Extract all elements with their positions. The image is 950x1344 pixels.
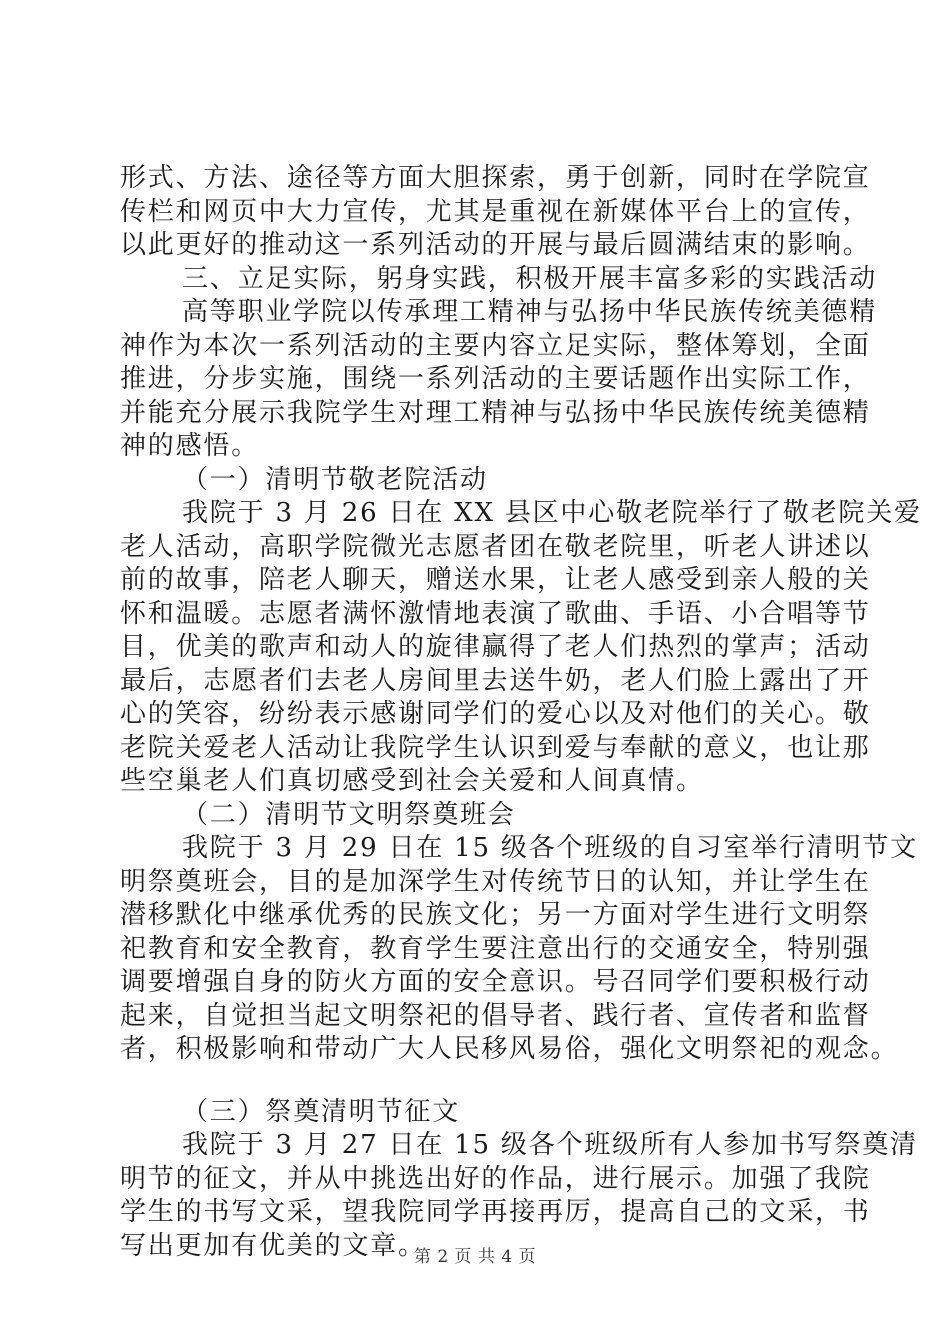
text-line: 我院于 3 月 26 日在 XX 县区中心敬老院举行了敬老院关爱 [182, 498, 922, 528]
text-line: 明节的征文，并从中挑选出好的作品，进行展示。加强了我院 [120, 1163, 871, 1194]
text-line: （二）清明节文明祭奠班会 [182, 799, 516, 830]
text-line: 形式、方法、途径等方面大胆探索，勇于创新，同时在学院宣 [120, 163, 871, 193]
text-line: 三、立足实际，躬身实践，积极开展丰富多彩的实践活动 [182, 263, 878, 294]
text-line: 学生的书写文采，望我院同学再接再厉，提高自己的文采，书 [120, 1197, 871, 1227]
text-line: 写出更加有优美的文章。 [120, 1230, 426, 1261]
paragraph [120, 263, 878, 297]
document-body [120, 162, 922, 1263]
text-line: （一）清明节敬老院活动 [182, 464, 488, 495]
paragraph [120, 162, 871, 263]
text-line: 我院于 3 月 27 日在 15 级各个班级所有人参加书写祭奠清 [182, 1130, 918, 1160]
text-line: 高等职业学院以传承理工精神与弘扬中华民族传统美德精 [182, 297, 878, 327]
paragraph [120, 799, 832, 833]
text-line: 老院关爱老人活动让我院学生认识到爱与奉献的意义，也让那 [120, 732, 871, 763]
text-line: 神作为本次一系列活动的主要内容立足实际，整体筹划，全面 [120, 330, 871, 361]
text-line: 潜移默化中继承优秀的民族文化；另一方面对学生进行文明祭 [120, 900, 871, 930]
text-line: 调要增强自身的防火方面的安全意识。号召同学们要积极行动 [120, 967, 871, 997]
text-line: 并能充分展示我院学生对理工精神与弘扬中华民族传统美德精 [120, 397, 871, 428]
text-line: 以此更好的推动这一系列活动的开展与最后圆满结束的影响。 [120, 230, 871, 260]
text-line: 起来，自觉担当起文明祭祀的倡导者、践行者、宣传者和监督 [120, 1000, 871, 1031]
paragraph [120, 464, 832, 498]
text-line: 传栏和网页中大力宣传，尤其是重视在新媒体平台上的宣传， [120, 196, 871, 227]
text-line: 目，优美的歌声和动人的旋律赢得了老人们热烈的掌声；活动 [120, 632, 871, 662]
paragraph-gap [120, 1067, 832, 1096]
paragraph [120, 497, 922, 799]
page-footer: 第 2 页 共 4 页 [413, 1247, 537, 1267]
paragraph [120, 1096, 832, 1130]
text-line: 前的故事，陪老人聊天，赠送水果，让老人感受到亲人般的关 [120, 565, 871, 595]
text-line: 老人活动，高职学院微光志愿者团在敬老院里，听老人讲述以 [120, 531, 871, 562]
text-line: （三）祭奠清明节征文 [182, 1096, 461, 1127]
text-line: 神的感悟。 [120, 431, 260, 461]
text-line: 我院于 3 月 29 日在 15 级各个班级的自习室举行清明节文 [182, 833, 918, 863]
text-line: 推进，分步实施，围绕一系列活动的主要话题作出实际工作， [120, 364, 871, 394]
paragraph [120, 296, 878, 464]
text-line: 些空巢老人们真切感受到社会关爱和人间真情。 [120, 766, 704, 796]
text-line: 明祭奠班会，目的是加深学生对传统节日的认知，并让学生在 [120, 866, 871, 897]
text-line: 心的笑容，纷纷表示感谢同学们的爱心以及对他们的关心。敬 [120, 699, 871, 729]
text-line: 最后，志愿者们去老人房间里去送牛奶，老人们脸上露出了开 [120, 665, 871, 696]
text-line: 怀和温暖。志愿者满怀激情地表演了歌曲、手语、小合唱等节 [120, 598, 871, 629]
paragraph [120, 832, 918, 1067]
text-line: 祀教育和安全教育，教育学生要注意出行的交通安全，特别强 [120, 933, 871, 964]
text-line: 者，积极影响和带动广大人民移风易俗，强化文明祭祀的观念。 [120, 1034, 899, 1064]
